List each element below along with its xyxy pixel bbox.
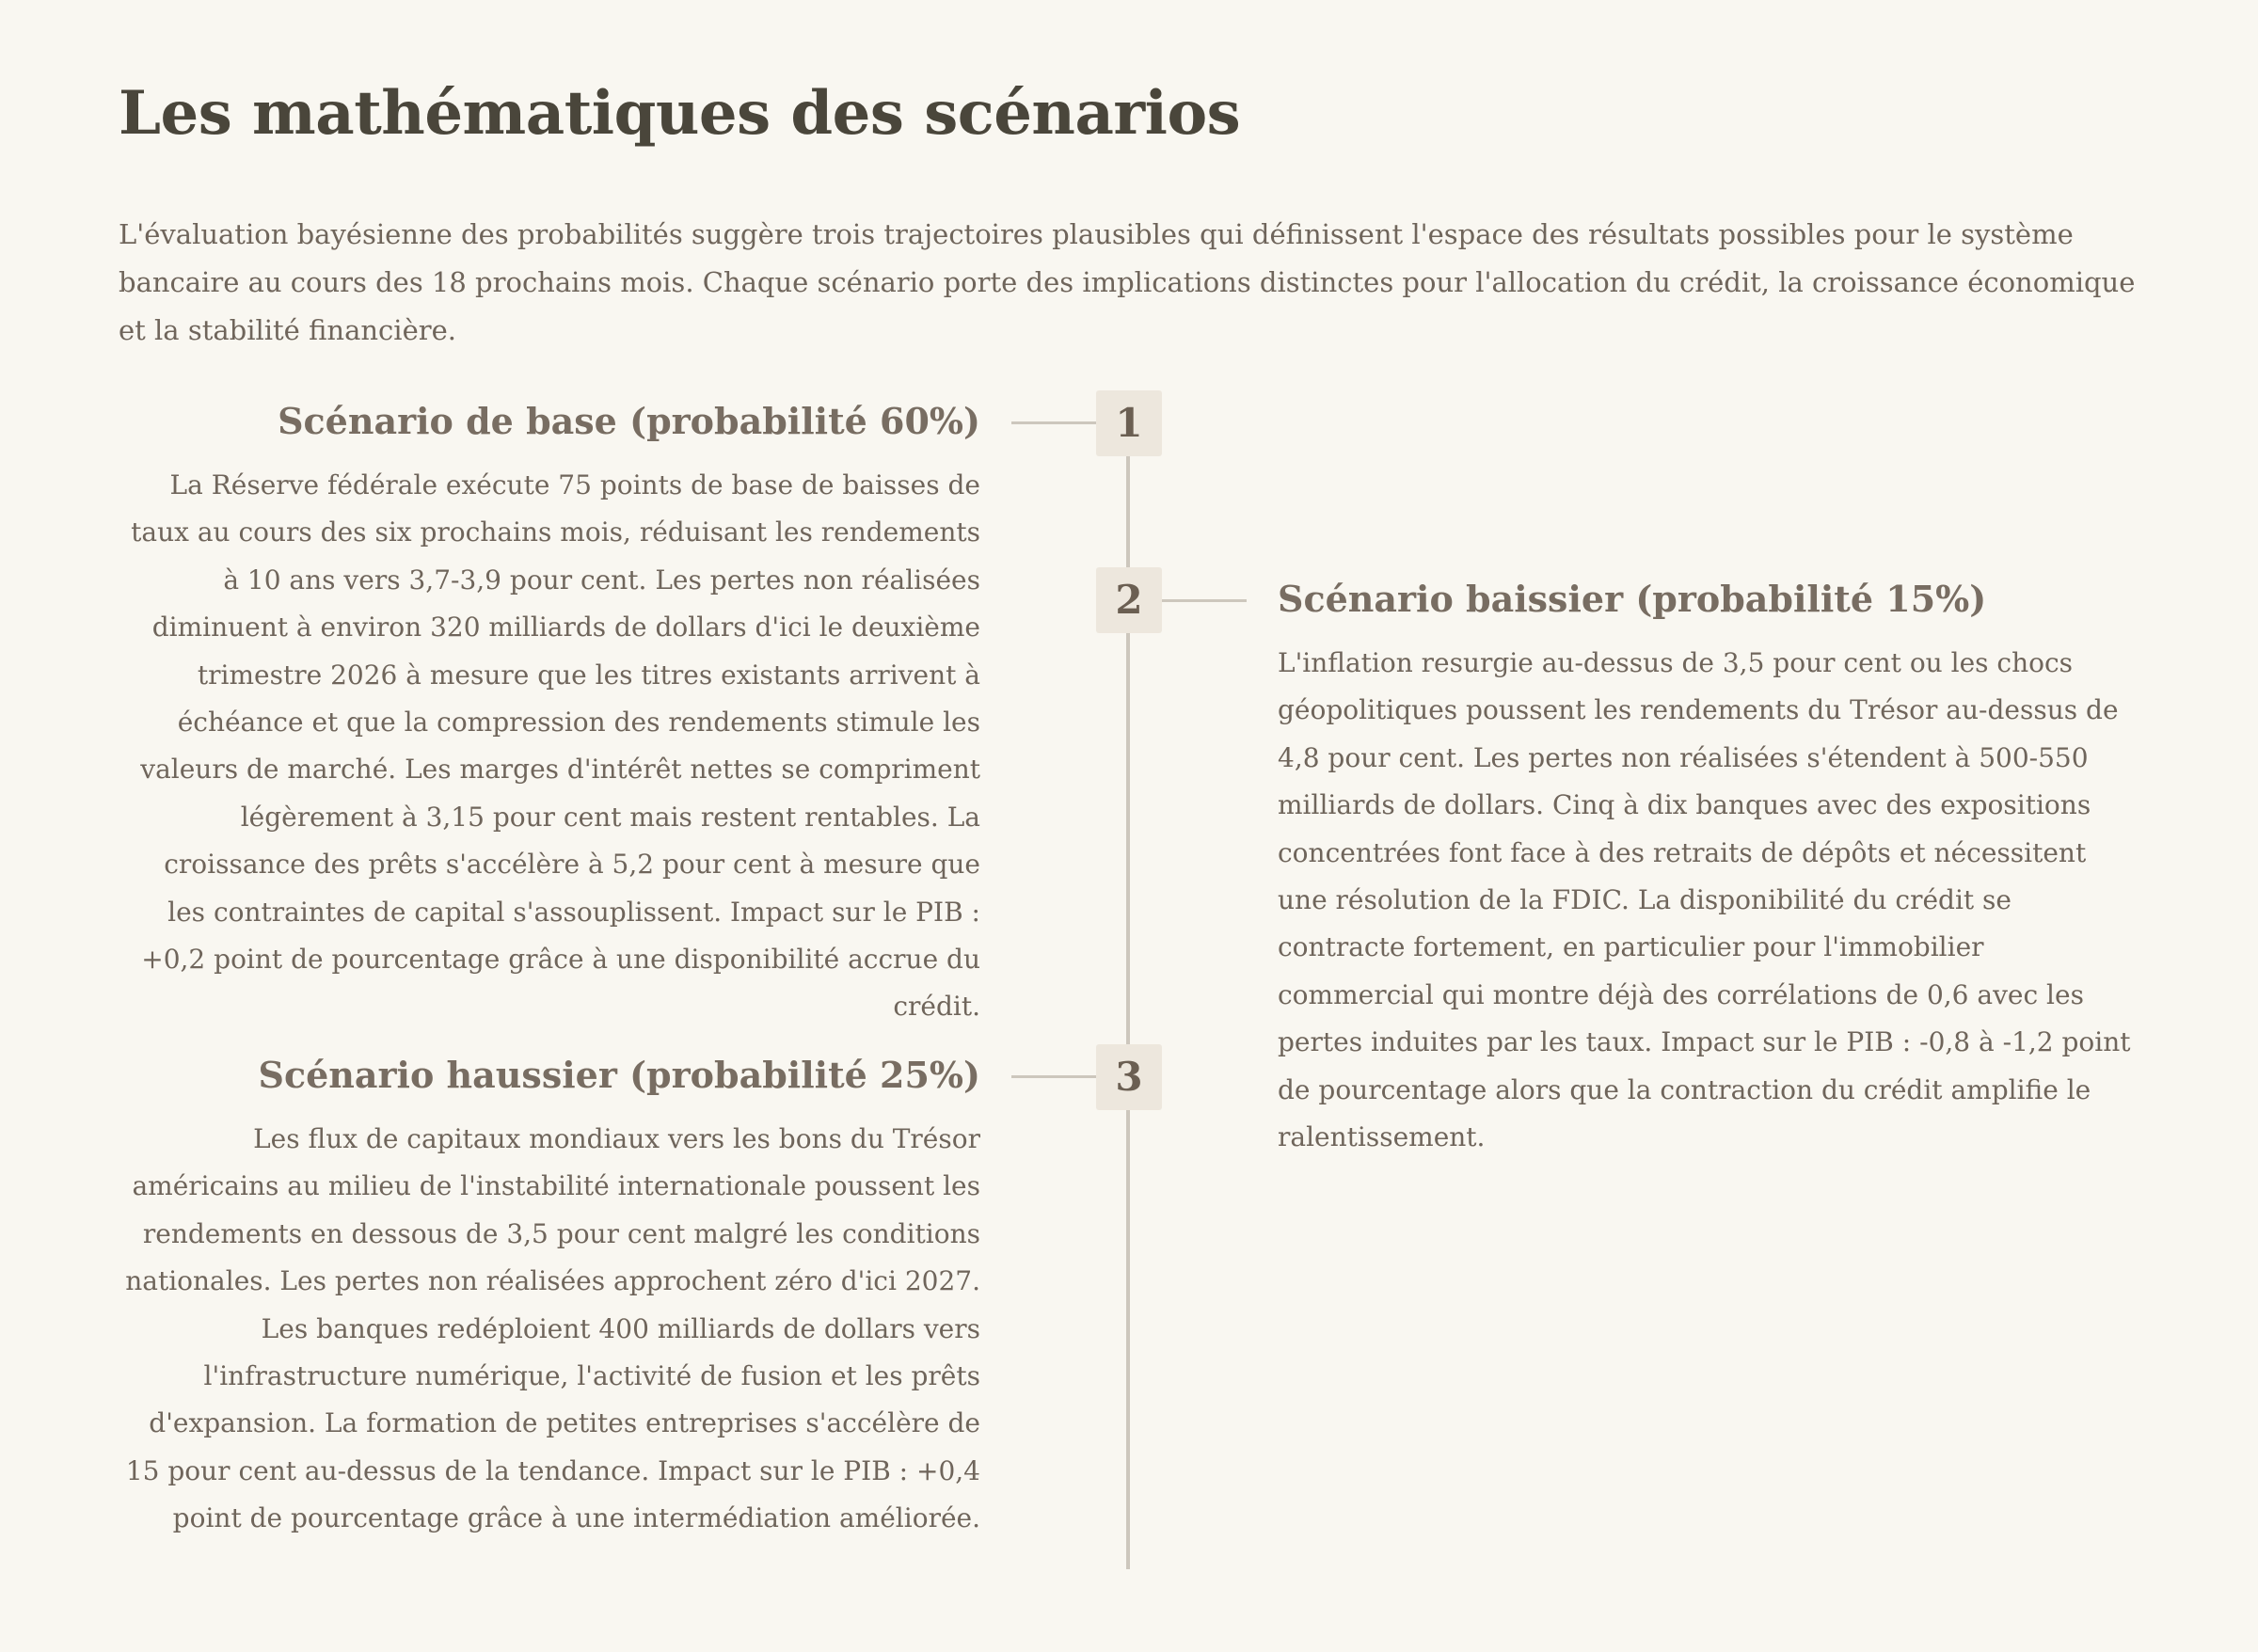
timeline-connector-3	[1011, 1075, 1096, 1078]
timeline-connector-1	[1011, 421, 1096, 424]
intro-paragraph: L'évaluation bayésienne des probabilités suggère trois trajectoires plausibles qui définissent l'espace des résultats possibles pour le système bancaire au cours des 18 prochains mois. Chaque scénario porte des implications distinctes pour l'allocation du crédit, la croissance économique et la stabilité financière.	[119, 218, 2136, 346]
scenario-heading: Scénario haussier (probabilité 25%)	[258, 1054, 980, 1096]
scenario-heading: Scénario de base (probabilité 60%)	[278, 400, 980, 442]
scenario-card-bullish	[119, 1050, 980, 1543]
scenario-card-base	[119, 396, 980, 1031]
timeline-connector-2	[1162, 599, 1247, 602]
scenario-number-badge-3: 3	[1096, 1044, 1162, 1110]
page-title: Les mathématiques des scénarios	[119, 78, 1241, 149]
scenario-text: L'inflation resurgie au-dessus de 3,5 pour cent ou les chocs géopolitiques poussent les rendements du Trésor au-dessus de 4,8 pour cent. Les pertes non réalisées s'étendent à 500-550 milliards de dollars. Cinq à dix banques avec des expositions concentrées font face à des retraits de dépôts et nécessitent une résolution de la FDIC. La disponibilité du crédit se contracte fortement, en particulier pour l'immobilier commercial qui montre déjà des corrélations de 0,6 avec les pertes induites par les taux. Impact sur le PIB : -0,8 à -1,2 point de pourcentage alors que la contraction du crédit amplifie le ralentissement.	[1278, 647, 2131, 1153]
scenario-heading: Scénario baissier (probabilité 15%)	[1278, 578, 1987, 620]
scenario-text: La Réserve fédérale exécute 75 points de base de baisses de taux au cours des six prochains mois, réduisant les rendements à 10 ans vers 3,7-3,9 pour cent. Les pertes non réalisées diminuent à environ 320 milliards de dollars d'ici le deuxième trimestre 2026 à mesure que les titres existants arrivent à échéance et que la compression des rendements stimule les valeurs de marché. Les marges d'intérêt nettes se compriment légèrement à 3,15 pour cent mais restent rentables. La croissance des prêts s'accélère à 5,2 pour cent à mesure que les contraintes de capital s'assouplissent. Impact sur le PIB : +0,2 point de pourcentage grâce à une disponibilité accrue du crédit.	[131, 469, 980, 1023]
scenario-number-badge-2: 2	[1096, 567, 1162, 633]
scenario-number-badge-1: 1	[1096, 390, 1162, 456]
scenario-text: Les flux de capitaux mondiaux vers les bons du Trésor américains au milieu de l'instabilité internationale poussent les rendements en dessous de 3,5 pour cent malgré les conditions nationales. Les pertes non réalisées approchent zéro d'ici 2027. Les banques redéploient 400 milliards de dollars vers l'infrastructure numérique, l'activité de fusion et les prêts d'expansion. La formation de petites entreprises s'accélère de 15 pour cent au-dessus de la tendance. Impact sur le PIB : +0,4 point de pourcentage grâce à une intermédiation améliorée.	[125, 1123, 980, 1534]
scenario-card-bearish	[1278, 574, 2143, 1161]
